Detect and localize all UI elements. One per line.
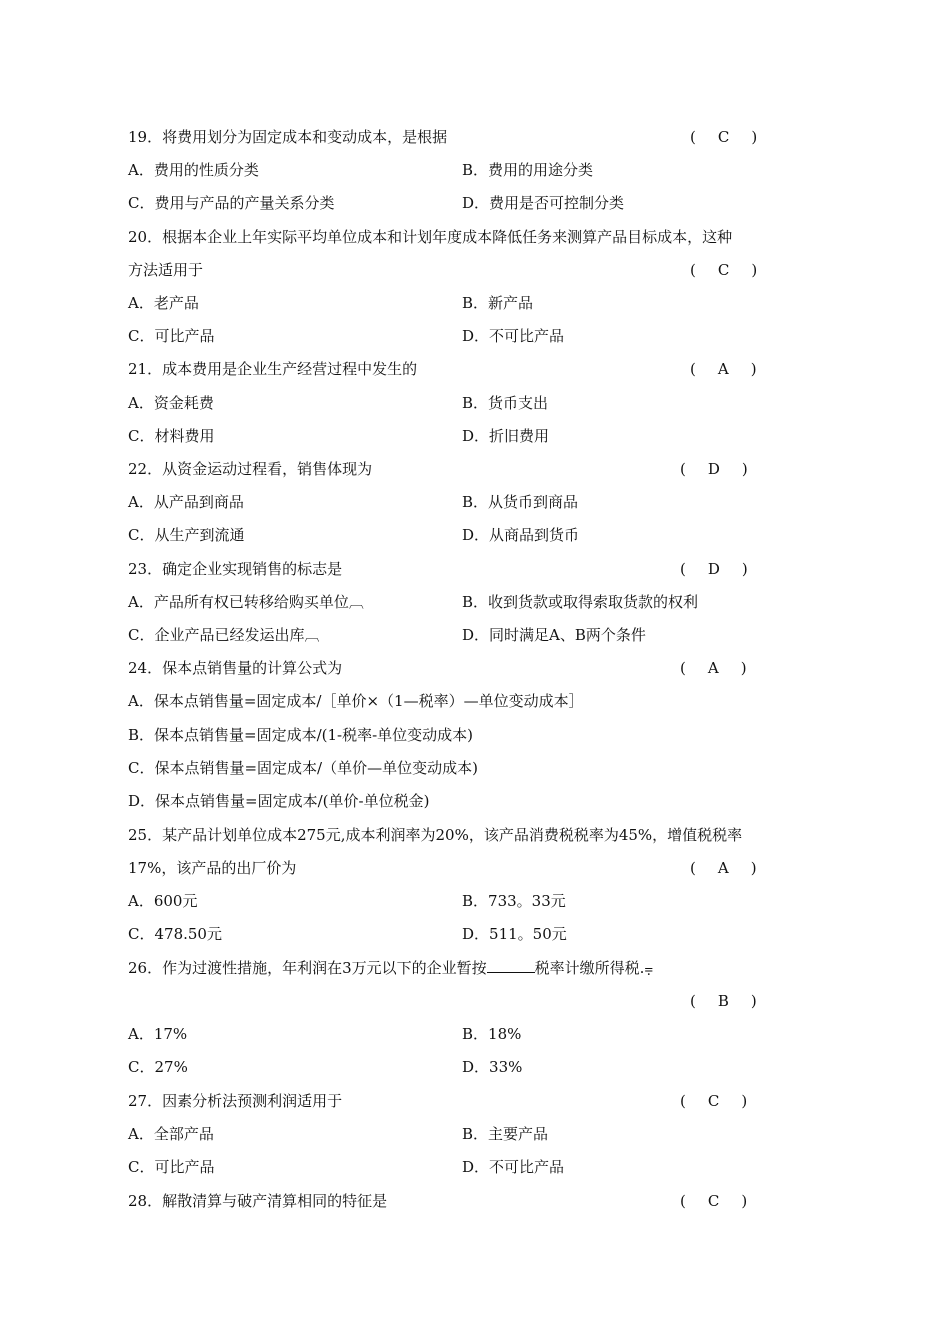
answer-option[interactable]: C．可比产品 (128, 1158, 215, 1176)
question-stem-text: 19．将费用划分为固定成本和变动成本，是根据 (128, 128, 448, 146)
paren-close: ) (741, 1192, 748, 1210)
question-stem-text: 25．某产品计划单位成本275元,成本利润率为20%，该产品消费税税率为45%，增值税税率 (128, 826, 743, 844)
answer-option[interactable]: D．33% (462, 1058, 523, 1076)
stem-part: 26．作为过渡性措施，年利润在3万元以下的企业暂按 (128, 959, 487, 977)
answer-letter: C (707, 1192, 720, 1210)
answer-option[interactable]: B．货币支出 (462, 394, 549, 412)
question-stem-text: 23．确定企业实现销售的标志是 (128, 560, 343, 578)
paren-close: ) (741, 460, 748, 478)
answer-option[interactable]: C．保本点销售量=固定成本/（单价—单位变动成本) (128, 759, 478, 777)
paren-open: ( (690, 261, 696, 279)
answer-option[interactable]: B．733。33元 (462, 892, 566, 910)
answer-letter: A (707, 659, 719, 677)
question-stem (128, 857, 296, 879)
answer-bracket (690, 126, 757, 148)
question-stem (128, 657, 342, 679)
paren-open: ( (690, 859, 696, 877)
question-stem (128, 226, 732, 248)
answer-option[interactable]: A．费用的性质分类 (128, 161, 259, 179)
paren-close: ) (750, 859, 757, 877)
paren-close: ) (751, 128, 758, 146)
paren-close: ) (741, 1092, 748, 1110)
paren-close: ) (741, 560, 748, 578)
answer-option[interactable]: C．从生产到流通 (128, 526, 245, 544)
paren-open: ( (680, 560, 686, 578)
answer-bracket (690, 990, 757, 1012)
question-stem-text: 22．从资金运动过程看，销售体现为 (128, 460, 373, 478)
question-stem (128, 824, 742, 846)
answer-option[interactable]: A．资金耗费 (128, 394, 214, 412)
paren-open: ( (680, 1192, 686, 1210)
answer-letter: C (717, 261, 730, 279)
paren-close: ) (750, 360, 757, 378)
answer-letter: D (707, 560, 720, 578)
answer-bracket (680, 1090, 747, 1112)
question-stem (128, 1090, 342, 1112)
paren-open: ( (690, 360, 696, 378)
answer-option[interactable]: D．费用是否可控制分类 (462, 194, 625, 212)
question-stem (128, 1190, 387, 1212)
paren-open: ( (680, 1092, 686, 1110)
answer-bracket (680, 458, 748, 480)
answer-option[interactable]: B．费用的用途分类 (462, 161, 594, 179)
answer-option[interactable]: D．从商品到货币 (462, 526, 580, 544)
answer-option[interactable]: C．材料费用 (128, 427, 215, 445)
answer-option[interactable]: B．收到货款或取得索取货款的权利 (462, 593, 699, 611)
question-stem-text (128, 957, 653, 979)
answer-option[interactable]: A．产品所有权已转移给购买单位︹ (128, 593, 364, 611)
answer-option[interactable]: B．新产品 (462, 294, 534, 312)
answer-option[interactable]: B．从货币到商品 (462, 493, 579, 511)
answer-option[interactable]: A．老产品 (128, 294, 199, 312)
answer-bracket (680, 558, 748, 580)
answer-option[interactable]: D．折旧费用 (462, 427, 550, 445)
answer-blank (487, 958, 535, 973)
answer-option[interactable]: C．27% (128, 1058, 188, 1076)
paren-open: ( (690, 128, 696, 146)
paren-open: ( (690, 992, 696, 1010)
answer-option[interactable]: C．企业产品已经发运出库︹ (128, 626, 320, 644)
question-stem-text: 27．因素分析法预测利润适用于 (128, 1092, 343, 1110)
question-stem (128, 259, 203, 281)
answer-option[interactable]: C．可比产品 (128, 327, 215, 345)
question-stem-text: 17%，该产品的出厂价为 (128, 859, 297, 877)
answer-option[interactable]: D．同时满足A、B两个条件 (462, 626, 646, 644)
question-stem (128, 558, 342, 580)
answer-option[interactable]: B．主要产品 (462, 1125, 549, 1143)
answer-bracket (690, 857, 757, 879)
answer-letter: B (717, 992, 729, 1010)
answer-option[interactable]: A．600元 (128, 892, 198, 910)
answer-option[interactable]: B．18% (462, 1025, 522, 1043)
question-stem-text: 21．成本费用是企业生产经营过程中发生的 (128, 360, 418, 378)
answer-letter: C (707, 1092, 720, 1110)
answer-option[interactable]: C．费用与产品的产量关系分类 (128, 194, 335, 212)
question-stem-text: 28．解散清算与破产清算相同的特征是 (128, 1192, 388, 1210)
answer-option[interactable]: A．全部产品 (128, 1125, 214, 1143)
paren-open: ( (680, 460, 686, 478)
question-stem-text: 方法适用于 (128, 261, 204, 279)
question-stem (128, 957, 653, 979)
paren-close: ) (751, 261, 758, 279)
answer-option[interactable]: B．保本点销售量=固定成本/(1-税率-单位变动成本) (128, 726, 474, 744)
answer-bracket (680, 657, 747, 679)
answer-option[interactable]: A．从产品到商品 (128, 493, 244, 511)
question-stem-text: 24．保本点销售量的计算公式为 (128, 659, 343, 677)
answer-option[interactable]: C．478.50元 (128, 925, 222, 943)
answer-letter: D (707, 460, 720, 478)
answer-option[interactable]: A．保本点销售量=固定成本/［单价×（1—税率）—单位变动成本］ (128, 692, 584, 710)
paren-open: ( (680, 659, 686, 677)
answer-bracket (690, 358, 757, 380)
question-stem (128, 458, 372, 480)
answer-letter: A (717, 859, 729, 877)
answer-option[interactable]: D．保本点销售量=固定成本/(单价-单位税金) (128, 792, 430, 810)
answer-bracket (690, 259, 757, 281)
answer-bracket (680, 1190, 747, 1212)
answer-option[interactable]: D．不可比产品 (462, 327, 565, 345)
paren-close: ) (750, 992, 757, 1010)
answer-option[interactable]: A．17% (128, 1025, 188, 1043)
stem-part: 税率计缴所得税.⩦ (534, 959, 654, 977)
question-stem-text: 20．根据本企业上年实际平均单位成本和计划年度成本降低任务来测算产品目标成本，这种 (128, 228, 733, 246)
answer-option[interactable]: D．不可比产品 (462, 1158, 565, 1176)
answer-letter: A (717, 360, 729, 378)
answer-option[interactable]: D．511。50元 (462, 925, 567, 943)
question-stem (128, 126, 447, 148)
answer-letter: C (717, 128, 730, 146)
question-stem (128, 358, 417, 380)
paren-close: ) (740, 659, 747, 677)
